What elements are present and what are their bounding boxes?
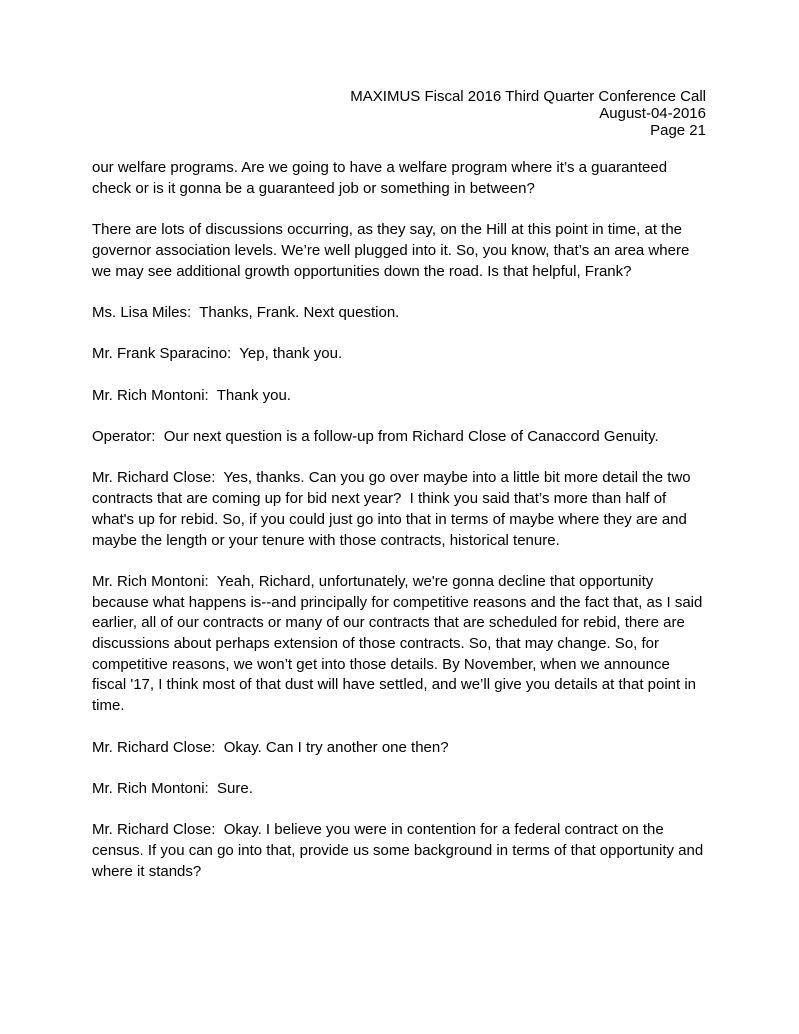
transcript-paragraph: There are lots of discussions occurring, as they say, on the Hill at this point in time, at the governor association levels. We’re well plugged into it. So, you know, that’s an area where we may see additional growth opportunities down the road. Is that helpful, Frank? (92, 221, 694, 280)
transcript-paragraph: Mr. Frank Sparacino: Yep, thank you. (92, 345, 343, 363)
transcript-paragraph: Operator: Our next question is a follow-up from Richard Close of Canaccord Genuity. (92, 428, 659, 446)
transcript-body (92, 158, 706, 882)
page-header (92, 88, 706, 139)
transcript-paragraph: Mr. Richard Close: Yes, thanks. Can you go over maybe into a little bit more detail the two contracts that are coming up for bid next year? I think you said that’s more than half of what's up for rebid. So, if you could just go into that in terms of maybe where they are and maybe the length or your tenure with those contracts, historical tenure. (92, 469, 695, 549)
header-page-number: Page 21 (650, 122, 706, 139)
header-title: MAXIMUS Fiscal 2016 Third Quarter Conference Call (350, 88, 706, 105)
transcript-paragraph: Mr. Richard Close: Okay. I believe you were in contention for a federal contract on the census. If you can go into that, provide us some background in terms of that opportunity and where it stands? (92, 821, 708, 880)
transcript-paragraph: Mr. Rich Montoni: Thank you. (92, 386, 291, 404)
header-date: August-04-2016 (599, 105, 706, 122)
transcript-paragraph: Mr. Rich Montoni: Yeah, Richard, unfortunately, we're gonna decline that opportunity because what happens is--and principally for competitive reasons and the fact that, as I said earlier, all of our contracts or many of our contracts that are scheduled for rebid, there are discussions about perhaps extension of those contracts. So, that may change. So, for competitive reasons, we won’t get into those details. By November, when we announce fiscal '17, I think most of that dust will have settled, and we’ll give you details at that point in time. (92, 572, 707, 715)
transcript-paragraph: Mr. Rich Montoni: Sure. (92, 779, 253, 797)
transcript-paragraph: Ms. Lisa Miles: Thanks, Frank. Next question. (92, 303, 400, 321)
transcript-paragraph: our welfare programs. Are we going to have a welfare program where it’s a guaranteed check or is it gonna be a guaranteed job or something in between? (92, 159, 672, 197)
transcript-paragraph: Mr. Richard Close: Okay. Can I try another one then? (92, 738, 449, 756)
